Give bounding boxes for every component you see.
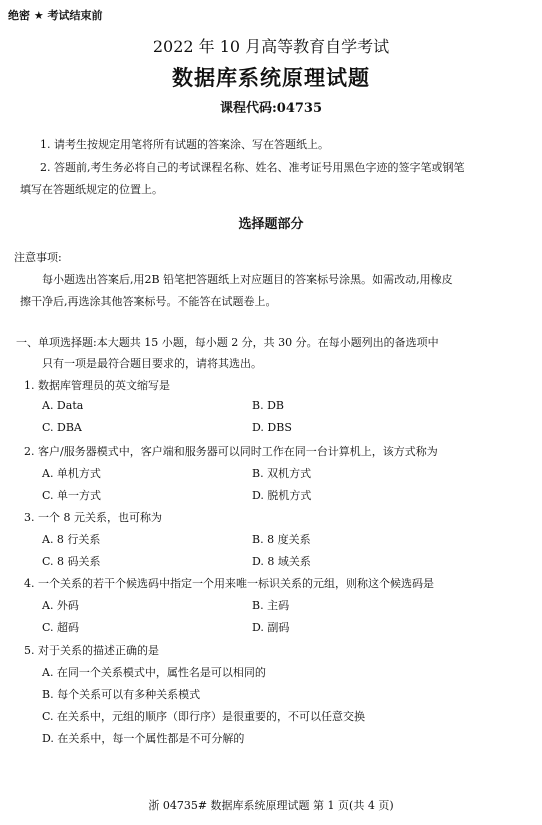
question-1-option-d: D. DBS [252,421,292,434]
question-3-option-d: D. 8 域关系 [252,555,311,568]
instruction-2-line1: 2. 答题前,考生务必将自己的考试课程名称、姓名、准考证号用黑色字迹的签字笔或钢笔 [40,161,465,174]
question-3-stem: 3. 一个 8 元关系，也可称为 [24,511,162,524]
question-5-option-d: D. 在关系中，每一个属性都是不可分解的 [42,732,245,745]
question-1-option-c: C. DBA [42,421,82,434]
instruction-2-line2: 填写在答题纸规定的位置上。 [20,183,163,196]
notes-title: 注意事项: [14,251,62,264]
question-3-option-b: B. 8 度关系 [252,533,311,546]
question-4-option-b: B. 主码 [252,599,290,612]
question-2-option-a: A. 单机方式 [42,467,101,480]
question-1-option-a: A. Data [42,399,84,412]
question-2-option-d: D. 脱机方式 [252,489,312,502]
exam-title: 2022 年 10 月高等教育自学考试 [152,37,390,56]
question-5-stem: 5. 对于关系的描述正确的是 [24,644,159,657]
question-5-option-a: A. 在同一个关系模式中，属性名是可以相同的 [42,666,266,679]
page-footer: 浙 04735# 数据库系统原理试题 第 1 页(共 4 页) [148,799,394,812]
notes-line1: 每小题选出答案后,用2B 铅笔把答题纸上对应题目的答案标号涂黑。如需改动,用橡皮 [42,273,453,286]
confidential-label: 绝密 ★ 考试结束前 [8,9,103,22]
question-4-option-a: A. 外码 [42,599,79,612]
question-5-option-c: C. 在关系中，元组的顺序（即行序）是很重要的，不可以任意交换 [42,710,366,723]
question-5-option-b: B. 每个关系可以有多种关系模式 [42,688,201,701]
question-2-option-b: B. 双机方式 [252,467,312,480]
question-2-stem: 2. 客户/服务器模式中，客户端和服务器可以同时工作在同一台计算机上，该方式称为 [24,445,438,458]
section-title: 选择题部分 [238,217,304,232]
instruction-1: 1. 请考生按规定用笔将所有试题的答案涂、写在答题纸上。 [40,138,329,151]
paper-title: 数据库系统原理试题 [172,66,370,90]
question-3-option-a: A. 8 行关系 [42,533,101,546]
question-4-option-d: D. 副码 [252,621,290,634]
question-1-stem: 1. 数据库管理员的英文缩写是 [24,379,170,392]
part1-heading-line1: 一、单项选择题:本大题共 15 小题，每小题 2 分，共 30 分。在每小题列出的备选项中 [16,336,439,349]
course-code: 课程代码:04735 [219,101,323,116]
question-2-option-c: C. 单一方式 [42,489,102,502]
question-4-stem: 4. 一个关系的若干个候选码中指定一个用来唯一标识关系的元组，则称这个候选码是 [24,577,434,590]
question-1-option-b: B. DB [252,399,284,412]
question-4-option-c: C. 超码 [42,621,80,634]
notes-line2: 擦干净后,再选涂其他答案标号。不能答在试题卷上。 [20,295,277,308]
question-3-option-c: C. 8 码关系 [42,555,101,568]
part1-heading-line2: 只有一项是最符合题目要求的，请将其选出。 [42,357,262,370]
